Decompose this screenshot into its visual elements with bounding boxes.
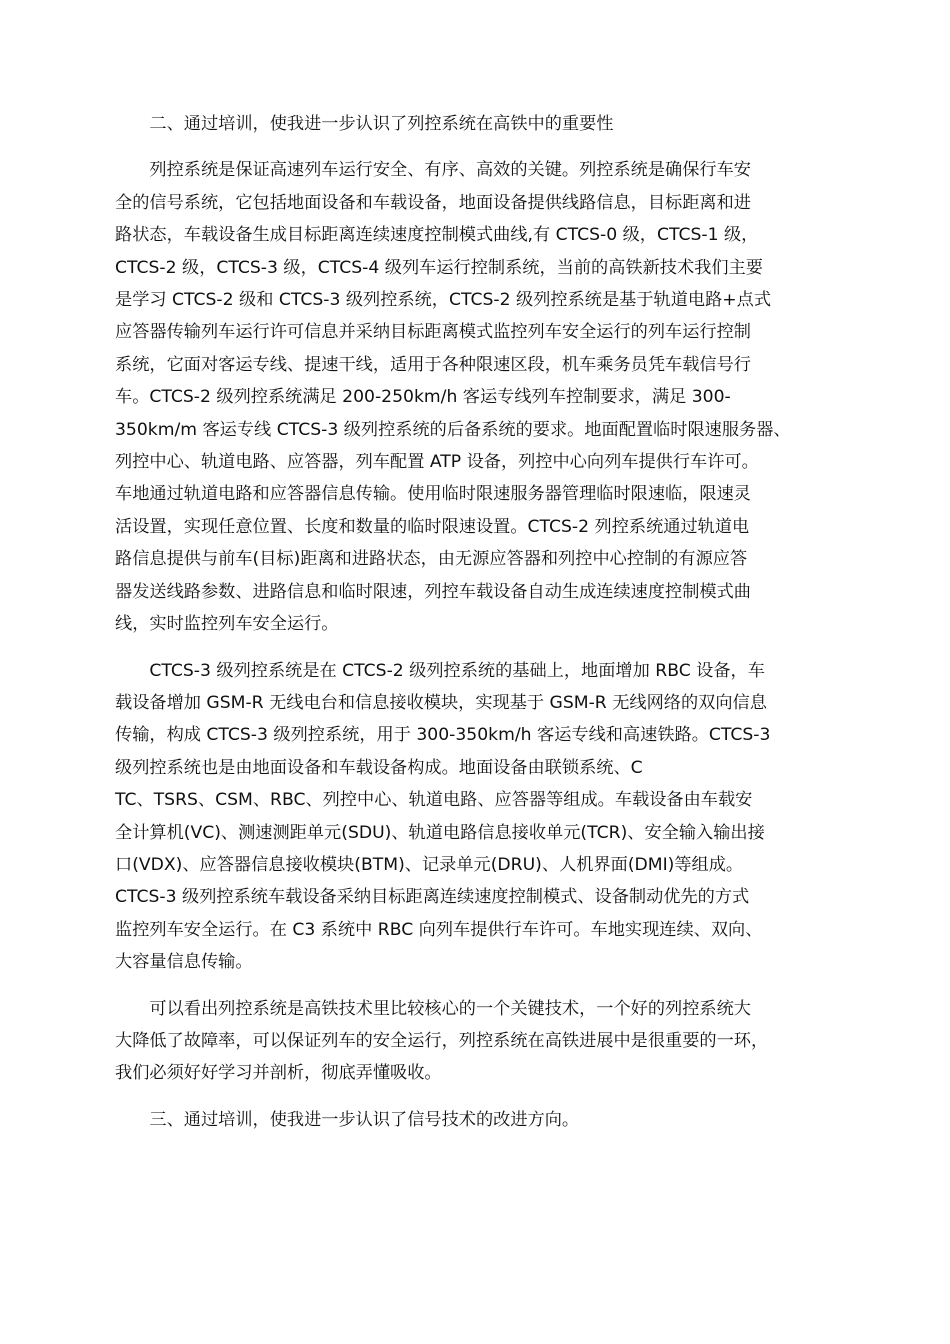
paragraph-line: 口(VDX)、应答器信息接收模块(BTM)、记录单元(DRU)、人机界面(DMI)等组成。 bbox=[115, 854, 744, 875]
paragraph-line: CTCS-2 级，CTCS-3 级，CTCS-4 级列车运行控制系统，当前的高铁新技术我们主要 bbox=[115, 257, 763, 278]
paragraph-line: 路信息提供与前车(目标)距离和进路状态，由无源应答器和列控中心控制的有源应答 bbox=[115, 549, 748, 570]
document-body bbox=[115, 108, 837, 1150]
paragraph-line: 列控系统是保证高速列车运行安全、有序、高效的关键。列控系统是确保行车安 bbox=[149, 160, 751, 181]
paragraph-2 bbox=[115, 655, 837, 979]
paragraph-line: 350km/m 客运专线 CTCS-3 级列控系统的后备系统的要求。地面配置临时限速服务器、 bbox=[115, 419, 791, 440]
paragraph-line: 级列控系统也是由地面设备和车载设备构成。地面设备由联锁系统、C bbox=[115, 757, 643, 778]
paragraph-line: 应答器传输列车运行许可信息并采纳目标距离模式监控列车安全运行的列车运行控制 bbox=[115, 322, 751, 343]
paragraph-line: 器发送线路参数、进路信息和临时限速，列控车载设备自动生成连续速度控制模式曲 bbox=[115, 581, 751, 602]
paragraph-line: 系统，它面对客运专线、提速干线，适用于各种限速区段，机车乘务员凭车载信号行 bbox=[115, 354, 751, 375]
paragraph-line: 大降低了故障率，可以保证列车的安全运行，列控系统在高铁进展中是很重要的一环， bbox=[115, 1030, 769, 1051]
paragraph-line: CTCS-3 级列控系统车载设备采纳目标距离连续速度控制模式、设备制动优先的方式 bbox=[115, 887, 750, 908]
paragraph-line: 车。CTCS-2 级列控系统满足 200-250km/h 客运专线列车控制要求，满足 300- bbox=[115, 387, 731, 408]
paragraph-line: 是学习 CTCS-2 级和 CTCS-3 级列控系统，CTCS-2 级列控系统是基于轨道电路+点式 bbox=[115, 290, 772, 311]
paragraph-line: 线，实时监控列车安全运行。 bbox=[115, 614, 339, 635]
paragraph-line: 我们必须好好学习并剖析，彻底弄懂吸收。 bbox=[115, 1063, 442, 1084]
paragraph-line: TC、TSRS、CSM、RBC、列控中心、轨道电路、应答器等组成。车载设备由车载安 bbox=[115, 790, 753, 811]
paragraph-line: 监控列车安全运行。在 C3 系统中 RBC 向列车提供行车许可。车地实现连续、双向、 bbox=[115, 919, 763, 940]
paragraph-line: 列控中心、轨道电路、应答器，列车配置 ATP 设备，列控中心向列车提供行车许可。 bbox=[115, 452, 759, 473]
paragraph-1 bbox=[115, 154, 837, 640]
paragraph-line: 载设备增加 GSM-R 无线电台和信息接收模块，实现基于 GSM-R 无线网络的双向信息 bbox=[115, 692, 767, 713]
paragraph-line: 车地通过轨道电路和应答器信息传输。使用临时限速服务器管理临时限速临，限速灵 bbox=[115, 484, 751, 505]
section-heading-2: 二、通过培训，使我进一步认识了列控系统在高铁中的重要性 bbox=[149, 114, 614, 134]
paragraph-line: 活设置，实现任意位置、长度和数量的临时限速设置。CTCS-2 列控系统通过轨道电 bbox=[115, 516, 750, 537]
paragraph-line: 可以看出列控系统是高铁技术里比较核心的一个关键技术，一个好的列控系统大 bbox=[149, 998, 751, 1019]
paragraph-3 bbox=[115, 993, 837, 1090]
paragraph-line: 全的信号系统，它包括地面设备和车载设备，地面设备提供线路信息，目标距离和进 bbox=[115, 192, 751, 213]
paragraph-line: 大容量信息传输。 bbox=[115, 952, 253, 973]
paragraph-line: CTCS-3 级列控系统是在 CTCS-2 级列控系统的基础上，地面增加 RBC 设备，车 bbox=[149, 660, 765, 681]
paragraph-line: 路状态，车载设备生成目标距离连续速度控制模式曲线,有 CTCS-0 级，CTCS-1 级， bbox=[115, 225, 759, 246]
paragraph-line: 传输，构成 CTCS-3 级列控系统，用于 300-350km/h 客运专线和高速铁路。CTCS-3 bbox=[115, 725, 771, 746]
section-heading-3: 三、通过培训，使我进一步认识了信号技术的改进方向。 bbox=[149, 1109, 580, 1130]
paragraph-line: 全计算机(VC)、测速测距单元(SDU)、轨道电路信息接收单元(TCR)、安全输入输出接 bbox=[115, 822, 765, 843]
